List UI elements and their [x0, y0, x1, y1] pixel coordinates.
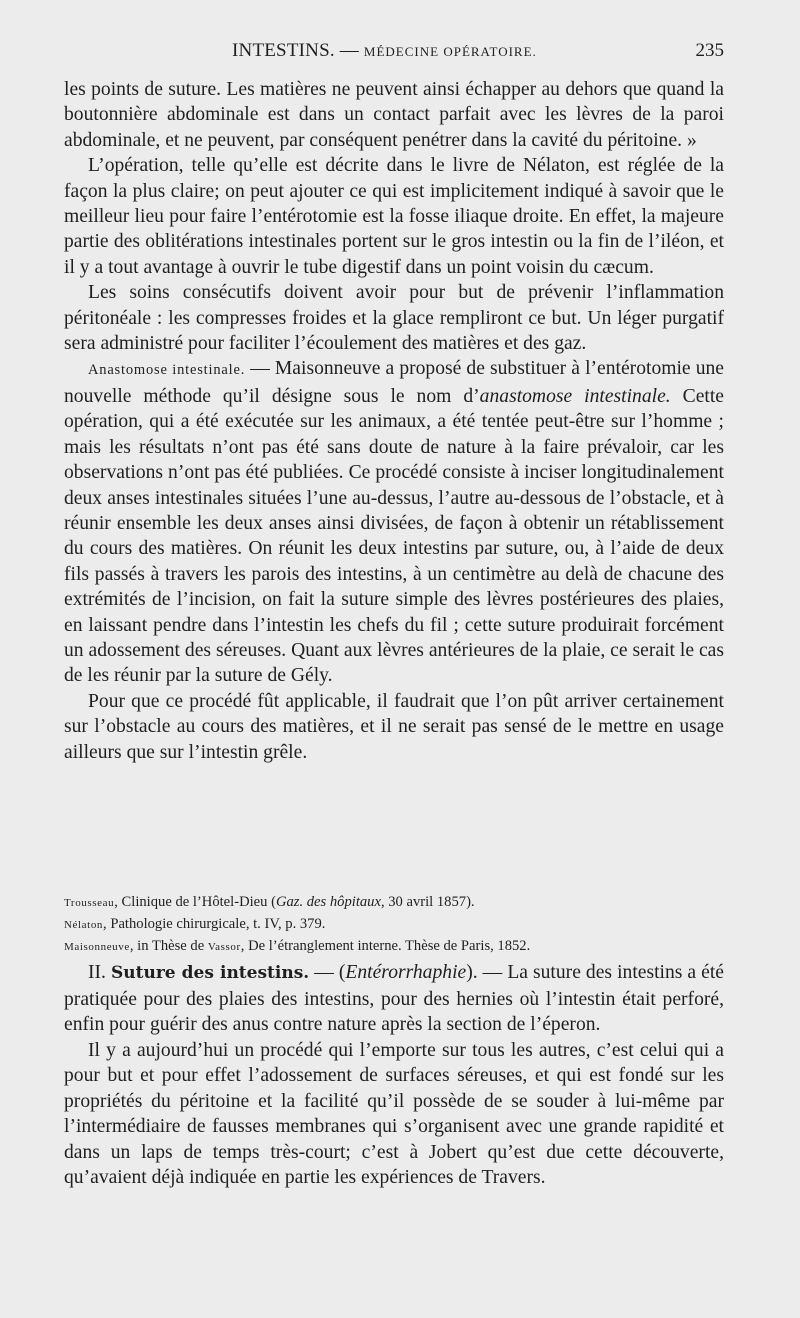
note-nelaton — [64, 914, 724, 936]
running-title-sub: MÉDECINE OPÉRATOIRE. — [363, 44, 537, 59]
paragraph-4 — [64, 356, 724, 688]
paragraph-2: L’opération, telle qu’elle est décrite dans le livre de Nélaton, est réglée de la façon la plus claire; on peut ajouter ce qui est implicitement indiqué à savoir que le meilleur lieu pour faire l’entérotomie est la fosse iliaque droite. En effet, la majeure partie des oblitérations intestinales portent sur le gros intestin ou la fin de l’iléon, et il y a tout avantage à ouvrir le tube digestif dans un point voisin du cæcum. — [64, 155, 724, 278]
page-header — [64, 40, 724, 70]
note-1-text-b: 30 avril 1857). — [384, 894, 475, 910]
note-2-author: Nélaton — [64, 918, 104, 931]
note-maisonneuve — [64, 936, 724, 958]
note-3-text-b: , De l’étranglement interne. Thèse de Paris, 1852. — [240, 937, 531, 954]
paragraph-4-part-b: Cette opération, qui a été exécutée sur les animaux, a été tentée peut-être sur l’homme ; mais les résultats n’ont pas été sans doute de nature à la faire prévaloir, car les observations n’ont pas été publiées. Ce procédé consiste à inciser longitudinalement deux anses intestinales situées l’une au-dessus, l’autre au-dessous de l’obstacle, et à réunir ensemble les deux anses ainsi divisées, de façon à obtenir un rétablissement du cours des matières. On réunit les deux intestins par suture, ou, à l’aide de deux fils passés à travers les parois des intestins, à un centimètre au delà de chacune des extrémités de l’incision, on fait la suture simple des lèvres postérieures des plaies, en laissant pendre dans l’intestin les chefs du fil ; cette suture produirait forcément un adossement des séreuses. Quant aux lèvres antérieures de la plaie, ce serait le cas de les réunir par la suture de Gély. — [64, 385, 724, 687]
section-paragraph-1 — [64, 960, 724, 1038]
page-number: 235 — [695, 40, 724, 61]
note-1-author: Trousseau — [64, 897, 115, 909]
paragraph-4-part-a: — Maisonneuve a proposé de substituer à l’entérotomie une nouvelle méthode qu’il désigne sous le nom d’ — [64, 358, 724, 407]
paragraph-1: les points de suture. Les matières ne peuvent ainsi échapper au dehors que quand la boutonnière abdominale est dans un contact parfait avec les lèvres de la paroi abdominale, et ne peuvent, par conséquent penétrer dans la cavité du péritoine. » — [64, 79, 724, 151]
section-dash-2: ). — — [466, 962, 508, 983]
main-text — [64, 77, 724, 765]
section-suture-intestins — [64, 960, 724, 1191]
note-3-author-2: Vassor — [207, 940, 241, 953]
running-title-dash: — — [339, 40, 359, 61]
section-alt-title: Entérorrhaphie — [345, 962, 467, 983]
anastomose-heading: Anastomose intestinale. — [88, 362, 246, 379]
running-title-main: INTESTINS. — [232, 40, 335, 61]
section-number: II. — [88, 962, 111, 983]
paragraph-3: Les soins consécutifs doivent avoir pour but de prévenir l’inflammation péritonéale : les compresses froides et la glace rempliront ce but. Un léger purgatif sera administré pour faciliter l’écoulement des matières et des gaz. — [64, 282, 724, 355]
note-3-author: Maisonneuve — [64, 940, 130, 953]
section-dash-1: — ( — [309, 962, 346, 983]
note-trousseau — [64, 892, 724, 914]
note-2-text: , Pathologie chirurgicale, t. IV, p. 379. — [103, 915, 326, 932]
note-1-italic: Gaz. des hôpitaux, — [275, 894, 385, 910]
section-paragraph-2: Il y a aujourd’hui un procédé qui l’emporte sur tous les autres, c’est celui qui a pour but et pour effet l’adossement de surfaces séreuses, et qui est fondé sur les propriétés du péritoine et la facilité qu’il possède de se souder à lui-même par l’intermédiaire de fausses membranes qui s’organisent avec une grande rapidité et dans un laps de temps très-court; c’est à Jobert qu’est due cette découverte, qu’avaient déjà indiquée en partie les expériences de Travers. — [64, 1039, 724, 1188]
paragraph-4-italic: anastomose intestinale. — [479, 385, 671, 407]
note-3-text-a: , in Thèse de — [129, 937, 208, 954]
note-1-text-a: , Clinique de l’Hôtel-Dieu ( — [114, 894, 276, 910]
section-paragraph-1-text: La suture des intestins a été pratiquée pour des plaies des intestins, pour des hernies où l’intestin était perforé, enfin pour guérir des anus contre nature après la section de l’éperon. — [64, 962, 724, 1035]
section-title: Suture des intestins. — [110, 963, 310, 983]
bibliographic-notes — [64, 892, 724, 957]
paragraph-5: Pour que ce procédé fût applicable, il faudrait que l’on pût arriver certainement sur l’obstacle au cours des matières, et il ne serait pas sensé de le mettre en usage ailleurs que sur l’intestin grêle. — [64, 690, 724, 763]
running-title — [232, 40, 537, 62]
